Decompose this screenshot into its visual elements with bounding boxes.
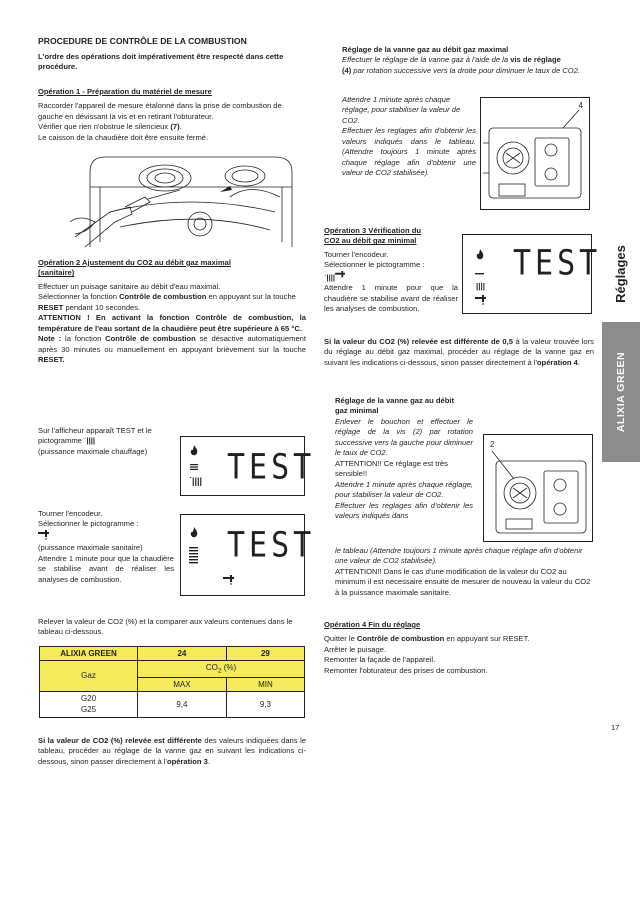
table-max-header: MAX <box>138 677 227 691</box>
gas-valve-figure-min <box>483 434 593 542</box>
rmin-title: Réglage de la vanne gaz au débit gaz minimal <box>335 396 455 416</box>
table-value-min: 9,3 <box>226 691 304 717</box>
rmin-attention2: ATTENTION!! Dans le cas d'une modification de la valeur du CO2 au minimum il est necessaire ensuite de mesurer de nouveau la valeur du CO2 à la puissance maximale sanitaire. <box>335 566 591 597</box>
intro-text: L'ordre des opérations doit impérativement être respecté dans cette procédure. <box>38 51 284 72</box>
op1-title: Opération 1 - Préparation du matériel de mesure <box>38 86 212 96</box>
gas-valve-drawing <box>484 435 592 541</box>
heating-bars-icon: ˙|||| <box>189 476 203 486</box>
table-model: ALIXIA GREEN <box>40 647 138 661</box>
op3-block: Opération 3 Vérification du CO2 au débit gaz minimal Tourner l'encodeur. Sélectionner le pictogramme : ˙|||| Attendre 1 minute pour que la chaudière se stabilise avant de réaliser les analyses de combustion. <box>324 226 458 314</box>
lcd-text: TEST <box>227 447 316 488</box>
page-number: 17 <box>611 723 620 732</box>
op3-si-text: Si la valeur du CO2 (%) relevée est différente de 0,5 à la valeur trouvée lors du réglage au débit gaz maximal, procéder au réglage de la vanne gaz en suivant les indications ci-dessous, sinon passer directement à l'opération 4. <box>324 337 594 367</box>
fig2-number: 2 <box>490 440 495 449</box>
radiator-icon <box>190 464 198 470</box>
boiler-illustration <box>70 152 310 252</box>
page-title: PROCEDURE DE CONTRÔLE DE LA COMBUSTION <box>38 36 247 46</box>
op2-note: Note : la fonction Contrôle de combustion se désactive automatiquement après 30 minutes ou manuellement en appuyant brièvement sur la touche RESET. <box>38 334 307 365</box>
sidebar-section-label: Réglages <box>613 245 629 303</box>
op2-title: Opération 2 Ajustement du CO2 au débit gaz maximal (sanitaire) <box>38 258 231 278</box>
lcd-text: TEST <box>227 525 316 566</box>
power-level-icon <box>189 547 198 565</box>
op4-title: Opération 4 Fin du réglage <box>324 620 421 629</box>
rmax-line1: Effectuer le réglage de la vanne gaz à l'aide de la vis de réglage <box>342 55 561 65</box>
display2-caption: Tourner l'encodeur. Sélectionner le pictogramme : (puissance maximale sanitaire) Attendre 1 minute pour que la chaudière se stabilise avant de réaliser les analyses de combustion. <box>38 509 174 584</box>
op1-line3: Le caisson de la chaudière doit être ensuite fermé. <box>38 132 209 142</box>
rmin-block: Réglage de la vanne gaz au débit gaz minimal Enlever le bouchon et effectuer le réglage de la vis (2) par rotation successive vers la gauche pour diminuer le taux de CO2. ATTENTION!! Ce réglage est très sensible!! Attendre 1 minute après chaque réglage, pour stabiliser la valeur de CO2. Effectuer les reglages afin d'obtenir les valeurs indiqués dans <box>335 396 473 521</box>
lcd-display-sanitary <box>180 514 316 596</box>
tap-icon <box>475 295 487 305</box>
gas-valve-drawing <box>481 98 589 209</box>
op1-line2: Vérifier que rien n'obstrue le silencieux (7). <box>38 122 182 132</box>
op2-line1: Effectuer un puisage sanitaire au débit d'eau maximal. <box>38 281 221 291</box>
tap-icon <box>335 271 346 280</box>
flame-icon <box>190 527 198 539</box>
display1-caption: Sur l'afficheur apparaît TEST et le pictogramme ˙|||| (puissance maximale chauffage) <box>38 426 152 456</box>
tap-icon <box>223 575 235 585</box>
relever-text: Relever la valeur de CO2 (%) et la comparer aux valeurs contenues dans le tableau ci-dessous. <box>38 617 293 637</box>
lcd-display-min <box>462 234 602 314</box>
si-valeur-text: Si la valeur de CO2 (%) relevée est différente des valeurs indiquées dans le tableau, procéder au réglage de la vanne gaz en suivant les indications ci-dessous, sinon passer directement à l'opération 3. <box>38 736 306 766</box>
table-co2-header: $CO_2$ (%) <box>138 661 305 678</box>
co2-table <box>39 646 305 718</box>
table-gas-types: G20 G25 <box>40 691 138 717</box>
rmin-cont: le tableau (Attendre toujours 1 minute après chaque réglage afin d'obtenir une valeur de CO2 stabilisée). ATTENTION!! Dans le cas d'une modification de la valeur du CO2 au minimum il est necessaire ensuite de mesurer de nouveau la valeur du CO2 à la puissance maximale sanitaire. <box>335 546 595 598</box>
left-column <box>38 36 306 143</box>
lcd-text: TEST <box>513 243 602 284</box>
lcd-display-heating <box>180 436 316 496</box>
table-min-header: MIN <box>226 677 304 691</box>
op2-line2: Sélectionner la fonction Contrôle de combustion en appuyant sur la touche RESET pendant 10 secondes. <box>38 292 296 312</box>
op2-attention: ATTENTION ! En activant la fonction Contrôle de combustion, la température de l'eau sortant de la chaudière peut être supérieure à 65 °C. <box>38 313 306 333</box>
table-value-max: 9,4 <box>138 691 227 717</box>
heating-bars-icon: |||| <box>476 282 485 291</box>
rmax-line2: (4) par rotation successive vers la droite pour diminuer le taux de CO2. <box>342 65 581 75</box>
table-gaz-header: Gaz <box>40 661 138 692</box>
rmax-block <box>342 45 594 76</box>
flame-icon <box>476 249 484 261</box>
op2-block <box>38 258 306 366</box>
table-power-29: 29 <box>226 647 304 661</box>
rmin-attention: ATTENTION!! Ce réglage est très sensible!! <box>335 458 448 479</box>
op3-title: Opération 3 Vérification du CO2 au débit gaz minimal <box>324 226 422 246</box>
min-power-icon: ˙|||| <box>324 271 458 283</box>
heating-power-icon: ˙|||| <box>84 436 96 446</box>
flame-icon <box>190 445 198 457</box>
min-bar-icon <box>475 273 484 275</box>
fig1-number: 4 <box>578 101 583 110</box>
table-power-24: 24 <box>138 647 227 661</box>
rmax-title: Réglage de la vanne gaz au débit gaz maximal <box>342 45 509 54</box>
gas-valve-figure-max <box>480 97 590 210</box>
op1-line1: Raccorder l'appareil de mesure étalonné dans la prise de combustion de gauche en dévissant la vis et en retirant l'obturateur. <box>38 101 282 121</box>
sidebar-product-tab: ALIXIA GREEN <box>602 322 640 462</box>
tap-icon <box>38 530 50 540</box>
rmax-details: Attendre 1 minute après chaque réglage, pour stabiliser la valeur de CO2. Effectuer les reglages afin d'obtenir les valeurs indiqués dans le tableau. (Attendre toujours 1 minute après chaque réglage afin d'obtenir une valeur de CO2 stabilisée). <box>342 95 476 178</box>
op4-block: Opération 4 Fin du réglage Quitter le Contrôle de combustion en appuyant sur RESET. Arrêter le puisage. Remonter la façade de l'appareil. Remonter l'obturateur des prises de combustion. <box>324 620 594 676</box>
